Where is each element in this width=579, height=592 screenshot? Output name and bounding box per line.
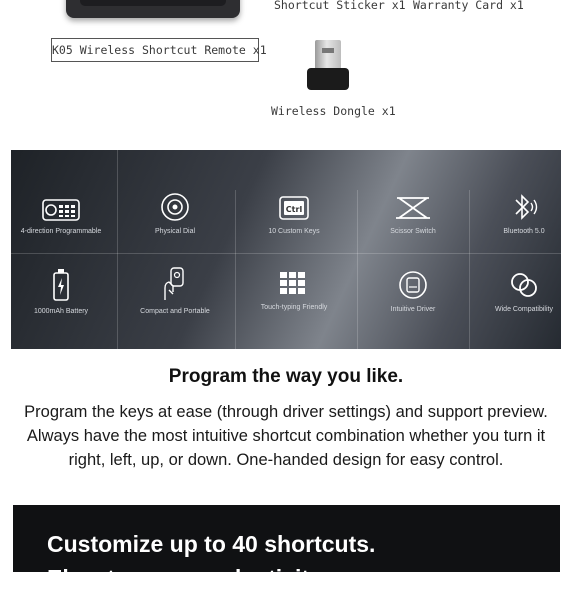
banner-line-2: Elevate your productivity. — [47, 565, 327, 591]
feature-label: Physical Dial — [154, 228, 196, 235]
feature-bluetooth — [469, 192, 579, 235]
feature-label: Wide Compatibility — [495, 306, 553, 313]
feature-scissor-switch — [358, 194, 468, 235]
dial-icon — [159, 192, 191, 222]
feature-compact — [120, 266, 230, 315]
remote-label: K05 Wireless Shortcut Remote x1 — [51, 38, 259, 62]
svg-text:Ctrl: Ctrl — [285, 205, 303, 214]
feature-label: Touch-typing Friendly — [260, 304, 328, 311]
bluetooth-icon — [508, 192, 540, 222]
keys-grid-icon — [278, 270, 310, 298]
remote-product-image — [66, 0, 240, 18]
scissor-switch-icon — [393, 194, 433, 222]
ctrl-key-icon — [278, 194, 310, 222]
banner-line-1: Customize up to 40 shortcuts. — [47, 531, 376, 557]
feature-4-direction — [6, 194, 116, 235]
feature-intuitive-driver — [358, 270, 468, 313]
features-panel — [11, 150, 561, 349]
feature-label: Scissor Switch — [390, 228, 436, 235]
keypad-dial-icon — [41, 194, 81, 222]
feature-touch-typing — [239, 270, 349, 311]
feature-label: 10 Custom Keys — [268, 228, 320, 235]
shortcut-sticker-label: Shortcut Sticker x1 — [274, 0, 406, 12]
feature-battery — [6, 268, 116, 315]
dongle-label: Wireless Dongle x1 — [271, 104, 396, 118]
device-icon — [397, 270, 429, 300]
battery-icon — [49, 268, 73, 302]
link-icon — [508, 270, 540, 300]
section-heading: Program the way you like. — [168, 366, 404, 387]
hand-holding-icon — [159, 266, 191, 302]
feature-label: Compact and Portable — [140, 308, 210, 315]
feature-label: Intuitive Driver — [390, 306, 436, 313]
feature-label: Bluetooth 5.0 — [503, 228, 545, 235]
feature-compatibility — [469, 270, 579, 313]
dongle-product-image — [305, 40, 351, 90]
feature-label: 4-direction Programmable — [20, 228, 102, 235]
warranty-card-label: Warranty Card x1 — [413, 0, 524, 12]
section-body: Program the keys at ease (through driver settings) and support preview. Always have the most intuitive shortcut combination whether you turn it right, left, up, or down. One-handed design for easy control. — [24, 403, 548, 469]
feature-label: 1000mAh Battery — [33, 308, 89, 315]
feature-custom-keys — [239, 194, 349, 235]
feature-physical-dial — [120, 192, 230, 235]
promo-banner — [13, 505, 560, 591]
